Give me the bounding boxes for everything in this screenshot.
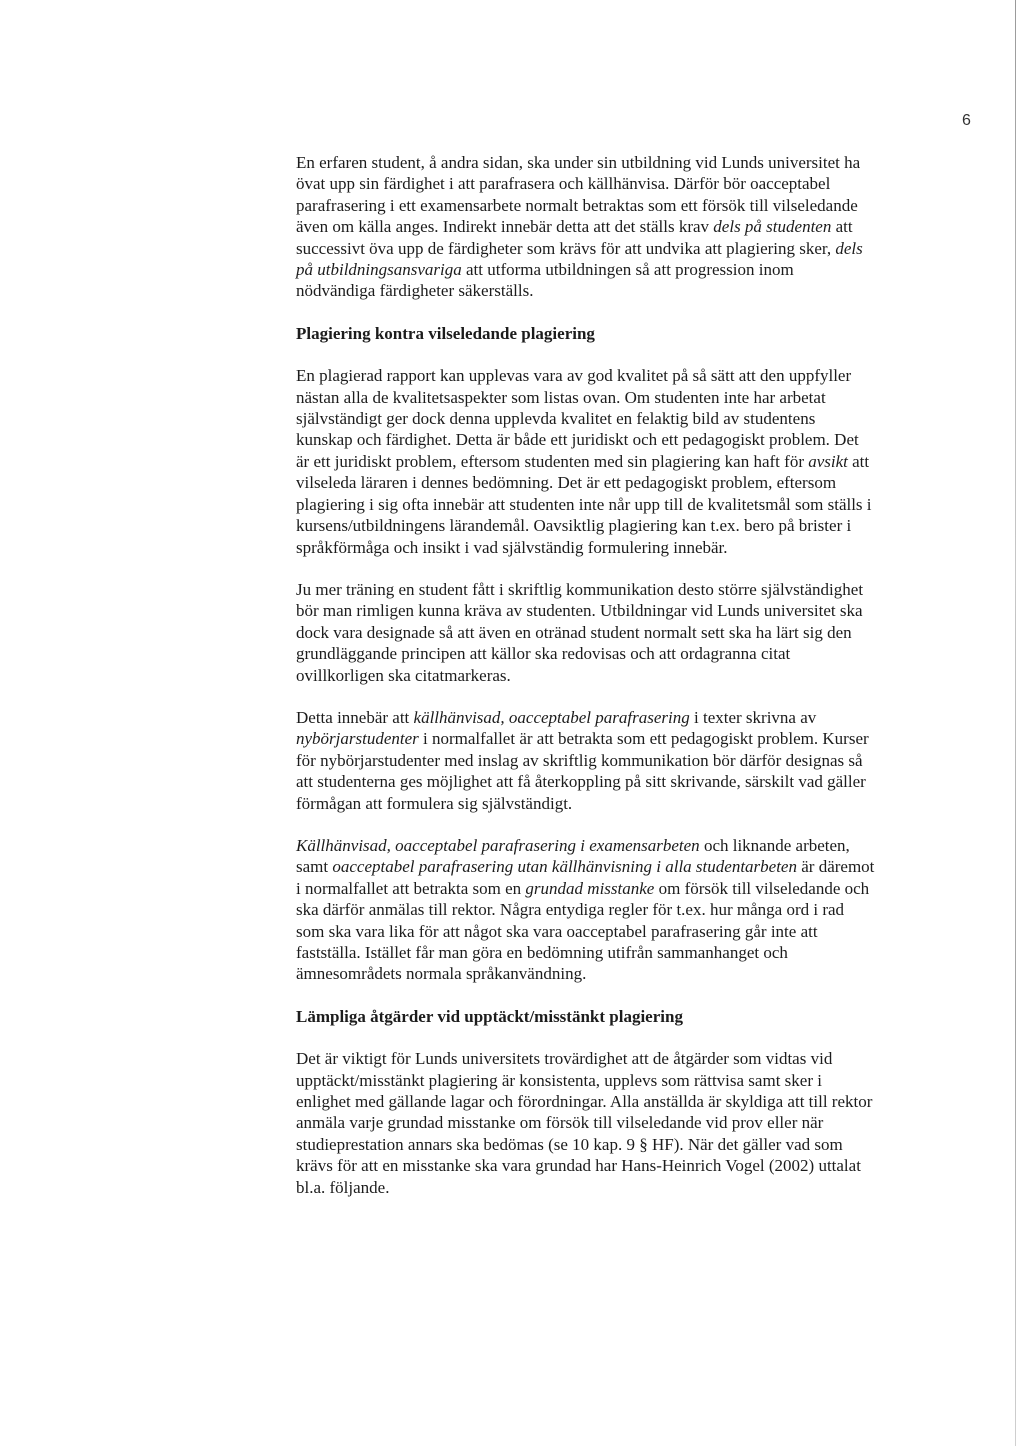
text-run: att xyxy=(831,217,853,237)
text-run: om försök till vilseledande och xyxy=(654,878,870,898)
text-line xyxy=(296,600,946,621)
italic-text: dels på studenten xyxy=(713,217,832,237)
text-run: En erfaren student, å andra sidan, ska under sin utbildning vid Lunds universitet ha xyxy=(296,153,861,172)
text-line xyxy=(296,579,946,600)
text-run: förmågan att formulera sig självständigt. xyxy=(296,793,573,813)
italic-text: Källhänvisad, oacceptabel parafrasering i examensarbeten xyxy=(296,835,700,855)
paragraph-3 xyxy=(296,579,946,686)
text-line xyxy=(296,173,946,194)
text-line xyxy=(296,643,946,664)
text-line xyxy=(296,408,946,429)
text-line xyxy=(296,942,946,963)
text-run: som ska vara lika för att något ska vara oacceptabel parafrasering går inte att xyxy=(296,921,818,941)
text-run: successivt öva upp de färdigheter som krävs för att undvika att plagiering sker, xyxy=(296,238,836,258)
text-run: bör man rimligen kunna kräva av studenten. Utbildningar vid Lunds universitet ska xyxy=(296,601,863,621)
text-line xyxy=(296,259,946,280)
paragraph-2 xyxy=(296,365,946,558)
text-line xyxy=(296,878,946,899)
text-run: kunskap och färdighet. Detta är både ett juridiskt och ett pedagogiskt problem. Det xyxy=(296,430,859,450)
text-run: i normalfallet att betrakta som en xyxy=(296,878,526,898)
text-run: är ett juridiskt problem, eftersom studenten med sin plagiering kan haft för xyxy=(296,451,809,471)
text-line xyxy=(296,963,946,984)
text-run: nästan alla de kvalitetsaspekter som listas ovan. Om studenten inte har arbetat xyxy=(296,387,826,407)
text-run: vilseleda läraren i dennes bedömning. Det är ett pedagogiskt problem, eftersom xyxy=(296,473,837,493)
text-run: bl.a. följande. xyxy=(296,1177,390,1197)
text-line xyxy=(296,1155,946,1176)
text-line xyxy=(296,537,946,558)
text-run: även om källa anges. Indirekt innebär detta att det ställs krav xyxy=(296,217,714,237)
text-run: är däremot xyxy=(796,857,875,877)
paragraph-6 xyxy=(296,1048,946,1198)
italic-text: dels xyxy=(835,238,863,258)
text-line xyxy=(296,750,946,771)
text-run: anmäla varje grundad misstanke om försök till vilseledande vid prov eller när xyxy=(296,1113,824,1133)
text-run: krävs för att en misstanke ska vara grundad har Hans-Heinrich Vogel (2002) uttalat xyxy=(296,1156,861,1176)
text-run: att studenterna ges möjlighet att få återkoppling på sitt skrivande, särskilt vad gäller xyxy=(296,772,866,792)
text-line xyxy=(296,216,946,237)
text-line xyxy=(296,899,946,920)
text-line xyxy=(296,280,946,301)
text-run: att utforma utbildningen så att progression inom xyxy=(461,260,794,280)
text-run: i normalfallet är att betrakta som ett pedagogiskt problem. Kurser xyxy=(418,729,869,749)
text-line xyxy=(296,707,946,728)
paragraph-4 xyxy=(296,707,946,814)
text-line xyxy=(296,365,946,386)
page-number: 6 xyxy=(962,112,971,129)
text-run: ska därför anmälas till rektor. Några entydiga regler för t.ex. hur många ord i rad xyxy=(296,900,845,920)
paragraph-5 xyxy=(296,835,946,985)
text-line xyxy=(296,1112,946,1133)
text-line xyxy=(296,1070,946,1091)
text-line xyxy=(296,1048,946,1069)
text-line xyxy=(296,793,946,814)
text-run: parafrasering i ett examensarbete normalt betraktas som ett försök till vilseledande xyxy=(296,195,858,215)
text-run: och liknande arbeten, xyxy=(699,835,850,855)
text-run: plagiering i sig ofta innebär att studenten inte når upp till de kvalitetsmål som ställs i xyxy=(296,494,872,514)
text-run: grundläggande principen att källor ska redovisas och att ordagranna citat xyxy=(296,644,791,664)
text-run: upptäckt/misstänkt plagiering är konsistenta, upplevs som rättvisa samt sker i xyxy=(296,1070,822,1090)
text-line xyxy=(296,921,946,942)
text-line xyxy=(296,515,946,536)
text-run: ämnesområdets normala språkanvändning. xyxy=(296,964,587,984)
text-line xyxy=(296,152,946,173)
text-line xyxy=(296,451,946,472)
paragraph-1 xyxy=(296,152,946,302)
text-line xyxy=(296,622,946,643)
text-line xyxy=(296,835,946,856)
text-line xyxy=(296,771,946,792)
italic-text: på utbildningsansvariga xyxy=(296,260,462,280)
text-line xyxy=(296,1177,946,1198)
text-line xyxy=(296,1134,946,1155)
text-run: Ju mer träning en student fått i skriftlig kommunikation desto större självständighet xyxy=(296,579,864,599)
text-run: Det är viktigt för Lunds universitets trovärdighet att de åtgärder som vidtas vid xyxy=(296,1049,833,1069)
text-line xyxy=(296,387,946,408)
text-run: ovillkorligen ska citatmarkeras. xyxy=(296,665,511,685)
text-line xyxy=(296,472,946,493)
text-run: En plagierad rapport kan upplevas vara av god kvalitet på så sätt att den uppfyller xyxy=(296,366,852,386)
text-run: fastställa. Istället får man göra en bedömning utifrån sammanhanget och xyxy=(296,943,788,962)
text-run: övat upp sin färdighet i att parafrasera och källhänvisa. Därför bör oacceptabel xyxy=(296,174,831,194)
text-run: studieprestation annars ska bedömas (se 10 kap. 9 § HF). När det gäller vad som xyxy=(296,1134,843,1154)
text-line xyxy=(296,1091,946,1112)
text-run: nödvändiga färdigheter säkerställs. xyxy=(296,281,534,301)
text-run: språkförmåga och insikt i vad självständig formulering innebär. xyxy=(296,537,728,557)
italic-text: oacceptabel parafrasering utan källhänvisning i alla studentarbeten xyxy=(332,857,797,877)
page-edge-line xyxy=(1015,0,1016,1446)
text-line xyxy=(296,494,946,515)
heading-plagiering-kontra-vilseledande: Plagiering kontra vilseledande plagiering xyxy=(296,323,595,343)
heading-lampliga-atgarder: Lämpliga åtgärder vid upptäckt/misstänkt plagiering xyxy=(296,1006,683,1026)
text-line xyxy=(296,195,946,216)
text-run: i texter skrivna av xyxy=(689,707,817,727)
text-line xyxy=(296,856,946,877)
text-line xyxy=(296,728,946,749)
italic-text: avsikt xyxy=(808,451,848,471)
italic-text: nybörjarstudenter xyxy=(296,729,419,749)
text-run: dock vara designade så att även en otränad student normalt sett ska ha lärt sig den xyxy=(296,622,852,642)
text-line xyxy=(296,238,946,259)
italic-text: källhänvisad, oacceptabel parafrasering xyxy=(413,707,690,727)
text-run: för nybörjarstudenter med inslag av skriftlig kommunikation bör därför designas så xyxy=(296,750,863,770)
text-line xyxy=(296,429,946,450)
text-run: självständigt ger dock denna upplevda kvalitet en felaktig bild av studentens xyxy=(296,409,816,429)
text-run: kursens/utbildningens lärandemål. Oavsiktlig plagiering kan t.ex. bero på brister i xyxy=(296,516,852,536)
text-run: Detta innebär att xyxy=(296,707,414,727)
text-run: enlighet med gällande lagar och förordningar. Alla anställda är skyldiga att till rektor xyxy=(296,1092,873,1112)
document-body xyxy=(296,152,946,1219)
text-run: samt xyxy=(296,857,333,877)
italic-text: grundad misstanke xyxy=(525,878,655,898)
text-run: att xyxy=(847,451,870,471)
text-line xyxy=(296,665,946,686)
